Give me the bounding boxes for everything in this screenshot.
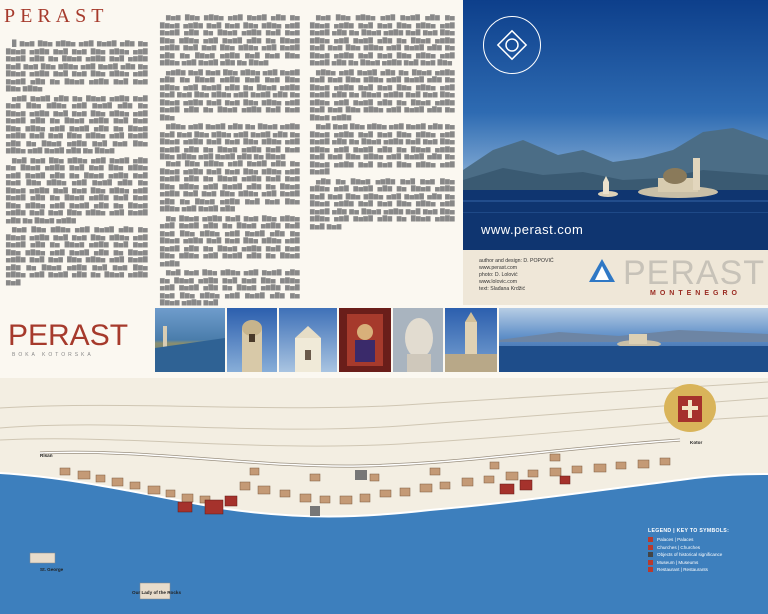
text-column-3: ▆▅▆ ▇▆▅ ▆▇▆▅ ▅▆▇ ▆▅▆▇ ▅▇▆ ▆▅ ▇▆▅▆ ▅▆▇▆ ▆▅▇ ▆▅▆ ▇▆▅ ▆▇▆▅ ▅▆▇ ▆▅▆▇ ▅▇▆ ▆▅ ▇▆▅▆ ▅▆▇▆ ▆▅▇ ▆▅▆ ▇▆▅ ▆▇▆▅ ▅▆▇ ▆▅▆▇ ▅▇▆ ▆▅ ▇▆▅▆ ▅▆▇▆ ▆▅▇ ▆▅▆ ▇▆▅ ▆▇▆▅ ▅▆▇ ▆▅▆▇ ▅▇▆ ▆▅ ▇▆▅▆ ▅▆▇▆ ▆▅▇ ▆▅▆ ▇▆▅ ▆▇▆▅ ▅▆▇ ▆▅▆▇ ▅▇▆ ▆▅ ▇▆▅▆ ▅▆▇▆ ▆▅▇ ▆▅▆ ▇▆▅ ▆▇▆▅ ▅▆▇ ▆▅▆▇ ▅▇▆ ▆▅ ▇▆▅▆ ▅▆▇▆ ▆▅▇ ▆▅▆ ▇▆▅ ▆▇▆▅ ▅▆▇ ▆▅▆▇ ▅▇▆ ▆▅ ▇▆▅▆ ▅▆▇▆ ▆▅▇ ▆▅▆ ▇▆▅ ▆▇▆▅ ▅▆▇ ▆▅▆▇ ▅▇▆ ▆▅ ▇▆▅▆ ▅▆▇▆ ▆▅▇ ▆▅▆ ▇▆▅ ▆▇▆▅ ▅▆▇ ▆▅▆▇ ▅▇▆ ▆▅ ▇▆▅▆ ▅▆▇▆ ▆▅▇ ▆▅▆ ▇▆▅ ▆▇▆▅ ▅▆▇ ▆▅▆▇ ▅▇▆ ▆▅ ▇▆▅▆ ▅▆▇▆ ▆▅▇ ▆▅▆ ▇▆▅ ▆▇▆▅ ▅▆▇ ▆▅▆▇ ▅▇▆ ▆▅ ▇▆▅▆ ▅▆▇▆ ▆▅▇ ▆▅▆ ▇▆▅ ▆▇▆▅ ▅▆▇ ▆▅▆▇ ▅▇▆ ▆▅ ▇▆▅▆ ▅▆▇▆ ▆▅▇ xyxy=(160,160,300,306)
photo-island-sunset xyxy=(499,308,768,372)
map-title: PERAST xyxy=(8,319,129,352)
cover-panel xyxy=(463,0,768,305)
restaurant-icon xyxy=(648,567,653,572)
text-column-2: ▆▅▆ ▇▆▅ ▆▇▆▅ ▅▆▇ ▆▅▆▇ ▅▇▆ ▆▅ ▇▆▅▆ ▅▆▇▆ ▆▅▇ ▆▅▆ ▇▆▅ ▆▇▆▅ ▅▆▇ ▆▅▆▇ ▅▇▆ ▆▅ ▇▆▅▆ ▅▆▇▆ ▆▅▇ ▆▅▆ ▇▆▅ ▆▇▆▅ ▅▆▇ ▆▅▆▇ ▅▇▆ ▆▅ ▇▆▅▆ ▅▆▇▆ ▆▅▇ ▆▅▆ ▇▆▅ ▆▇▆▅ ▅▆▇ ▆▅▆▇ ▅▇▆ ▆▅ ▇▆▅▆ ▅▆▇▆ ▆▅▇ ▆▅▆ ▇▆▅ ▆▇▆▅ ▅▆▇ ▆▅▆▇ ▅▇▆ ▆▅ ▇▆▅▆ ▅▆▇▆ ▆▅▇ ▆▅▆ ▇▆▅ ▆▇▆▅ ▅▆▇ ▆▅▆▇ ▅▇▆ ▆▅ ▇▆▅▆ ▅▆▇▆ ▆▅▇ ▆▅▆ ▇▆▅ ▆▇▆▅ ▅▆▇ ▆▅▆▇ ▅▇▆ ▆▅ ▇▆▅▆ ▅▆▇▆ ▆▅▇ ▆▅▆ ▇▆▅ ▆▇▆▅ ▅▆▇ ▆▅▆▇ ▅▇▆ ▆▅ ▇▆▅▆ ▅▆▇▆ ▆▅▇ ▆▅▆ ▇▆▅ ▆▇▆▅ ▅▆▇ ▆▅▆▇ ▅▇▆ ▆▅ ▇▆▅▆ ▅▆▇▆ ▆▅▇ ▆▅▆ ▇▆▅ ▆▇▆▅ ▅▆▇ ▆▅▆▇ ▅▇▆ ▆▅ ▇▆▅▆ ▅▆▇▆ ▆▅▇ ▆▅▆ ▇▆▅ ▆▇▆▅ ▅▆▇ ▆▅▆▇ ▅▇▆ ▆▅ ▇▆▅▆ ▅▆▇▆ ▆▅▇ ▆▅▆ ▇▆▅ ▆▇▆▅ ▅▆▇ ▆▅▆▇ ▅▇▆ ▆▅ ▇▆▅▆ ▅▆▇▆ ▆▅▇ ▆▅▆ ▇▆▅ ▆▇▆▅ ▅▆▇ ▆▅▆▇ ▅▇▆ ▆▅ ▇▆▅▆ xyxy=(160,14,300,160)
photo-bay-town xyxy=(155,308,225,372)
credit-line: www.perast.com xyxy=(479,265,518,271)
credit-line: www.lolovic.com xyxy=(479,279,518,285)
road-label-kotor: Kotor xyxy=(690,440,703,445)
cover-subtitle: MONTENEGRO xyxy=(650,290,741,297)
legend-title: LEGEND | KEY TO SYMBOLS: xyxy=(648,528,730,534)
photo-icon-painting xyxy=(339,308,391,372)
legend-item xyxy=(648,560,766,565)
town-logo-icon xyxy=(588,258,616,284)
credit-line: photo: D. Lolović xyxy=(479,272,518,278)
coat-of-arms-icon xyxy=(664,384,716,432)
text-column-4: ▆▅▆ ▇▆▅ ▆▇▆▅ ▅▆▇ ▆▅▆▇ ▅▇▆ ▆▅ ▇▆▅▆ ▅▆▇▆ ▆▅▇ ▆▅▆ ▇▆▅ ▆▇▆▅ ▅▆▇ ▆▅▆▇ ▅▇▆ ▆▅ ▇▆▅▆ ▅▆▇▆ ▆▅▇ ▆▅▆ ▇▆▅ ▆▇▆▅ ▅▆▇ ▆▅▆▇ ▅▇▆ ▆▅ ▇▆▅▆ ▅▆▇▆ ▆▅▇ ▆▅▆ ▇▆▅ ▆▇▆▅ ▅▆▇ ▆▅▆▇ ▅▇▆ ▆▅ ▇▆▅▆ ▅▆▇▆ ▆▅▇ ▆▅▆ ▇▆▅ ▆▇▆▅ ▅▆▇ ▆▅▆▇ ▅▇▆ ▆▅ ▇▆▅▆ ▅▆▇▆ ▆▅▇ ▆▅▆ ▇▆▅ ▆▇▆▅ ▅▆▇ ▆▅▆▇ ▅▇▆ ▆▅ ▇▆▅▆ ▅▆▇▆ ▆▅▇ ▆▅▆ ▇▆▅ ▆▇▆▅ ▅▆▇ ▆▅▆▇ ▅▇▆ ▆▅ ▇▆▅▆ ▅▆▇▆ ▆▅▇ ▆▅▆ ▇▆▅ ▆▇▆▅ ▅▆▇ ▆▅▆▇ ▅▇▆ ▆▅ ▇▆▅▆ ▅▆▇▆ ▆▅▇ ▆▅▆ ▇▆▅ ▆▇▆▅ ▅▆▇ ▆▅▆▇ ▅▇▆ ▆▅ ▇▆▅▆ ▅▆▇▆ ▆▅▇ ▆▅▆ ▇▆▅ ▆▇▆▅ ▅▆▇ ▆▅▆▇ ▅▇▆ ▆▅ ▇▆▅▆ ▅▆▇▆ ▆▅▇ ▆▅▆ ▇▆▅ ▆▇▆▅ ▅▆▇ ▆▅▆▇ ▅▇▆ ▆▅ ▇▆▅▆ ▅▆▇▆ ▆▅▇ ▆▅▆ ▇▆▅ ▆▇▆▅ ▅▆▇ ▆▅▆▇ ▅▇▆ ▆▅ ▇▆▅▆ ▅▆▇▆ ▆▅▇ ▆▅▆ ▇▆▅ ▆▇▆▅ ▅▆▇ ▆▅▆▇ ▅▇▆ ▆▅ ▇▆▅▆ ▅▆▇▆ ▆▅▇ ▆▅▆ ▇▆▅ ▆▇▆▅ ▅▆▇ ▆▅▆▇ ▅▇▆ ▆▅ ▇▆▅▆ ▅▆▇▆ ▆▅▇ ▆▅▆ ▇▆▅ ▆▇▆▅ ▅▆▇ ▆▅▆▇ ▅▇▆ ▆▅ ▇▆▅▆ ▅▆▇▆ ▆▅▇ ▆▅▆ ▇▆▅ ▆▇▆▅ ▅▆▇ ▆▅▆▇ ▅▇▆ ▆▅ ▇▆▅▆ ▅▆▇▆ ▆▅▇ ▆▅▆ ▇▆▅ ▆▇▆▅ ▅▆▇ ▆▅▆▇ ▅▇▆ ▆▅ ▇▆▅▆ ▅▆▇▆ ▆▅▇ ▆▅▆ ▇▆▅ ▆▇▆▅ ▅▆▇ ▆▅▆▇ ▅▇▆ ▆▅ ▇▆▅▆ ▅▆▇▆ ▆▅▇ ▆▅▆ ▇▆▅ ▆▇▆▅ ▅▆▇ ▆▅▆▇ ▅▇▆ ▆▅ ▇▆▅▆ ▅▆▇▆ ▆▅▇ ▆▅▆ xyxy=(310,14,455,230)
cover-credits xyxy=(479,258,554,293)
website-url[interactable]: www.perast.com xyxy=(481,222,584,237)
church-icon xyxy=(648,545,653,550)
legend-label: Churches | Churches xyxy=(657,544,701,550)
legend-label: Museum | Museums xyxy=(657,559,699,565)
photo-church xyxy=(279,308,337,372)
legend-label: Restaurant | Restaurants xyxy=(657,567,708,572)
page-title: PERAST xyxy=(4,5,109,27)
unesco-emblem-icon xyxy=(483,16,541,74)
legend-item xyxy=(648,545,766,550)
map-island-st-george xyxy=(30,553,55,563)
map-subtitle: BOKA KOTORSKA xyxy=(12,352,94,358)
photo-statue xyxy=(393,308,443,372)
legend-label: Objects of historical significance xyxy=(657,552,723,557)
map-legend xyxy=(648,528,766,575)
historic-object-icon xyxy=(648,552,653,557)
legend-item xyxy=(648,567,766,572)
photo-bell-tower xyxy=(227,308,277,372)
island-label-st-george: St. George xyxy=(40,567,64,572)
credit-line: text: Slađana Krdžić xyxy=(479,286,526,292)
cover-title: PERAST xyxy=(623,254,766,292)
town-map[interactable] xyxy=(0,378,768,614)
legend-item xyxy=(648,537,766,542)
legend-label: Palaces | Palaces xyxy=(657,537,694,542)
photo-tower xyxy=(445,308,497,372)
legend-item xyxy=(648,552,766,557)
museum-icon xyxy=(648,560,653,565)
credit-line: author and design: D. POPOVIĆ xyxy=(479,258,554,264)
palace-icon xyxy=(648,537,653,542)
road-label-risan: Risan xyxy=(40,453,53,458)
island-label-our-lady: Our Lady of the Rocks xyxy=(132,590,182,595)
text-column-1: █ ▆▅▆ ▇▆▅ ▆▇▆▅ ▅▆▇ ▆▅▆▇ ▅▇▆ ▆▅ ▇▆▅▆ ▅▆▇▆ ▆▅▇ ▆▅▆ ▇▆▅ ▆▇▆▅ ▅▆▇ ▆▅▆▇ ▅▇▆ ▆▅ ▇▆▅▆ ▅▆▇▆ ▆▅▇ ▅▆▇▆ ▆▅▇ ▆▅▆ ▇▆▅ ▆▇▆▅ ▅▆▇ ▆▅▆▇ ▅▇▆ ▆▅ ▇▆▅▆ ▅▆▇▆ ▆▅▇ ▆▅▆ ▇▆▅ ▆▇▆▅ ▅▆▇ ▆▅▆▇ ▅▇▆ ▆▅ ▇▆▅▆ ▅▆▇▆ ▆▅▇ ▆▅▆ ▇▆▅ ▆▇▆▅ ▅▆▇ ▆▅▆▇ ▅▇▆ ▆▅ ▇▆▅▆ ▅▆▇▆ ▆▅▇ ▆▅▆ ▇▆▅ ▆▇▆▅ ▅▆▇ ▆▅▆▇ ▅▇▆ ▆▅ ▇▆▅▆ ▅▆▇▆ ▆▅▇ ▆▅▆ ▇▆▅ ▆▇▆▅ ▅▆▇ ▆▅▆▇ ▅▇▆ ▆▅ ▇▆▅▆ ▅▆▇▆ ▆▅▇ ▆▅▆ ▇▆▅ ▆▇▆▅ ▅▆▇ ▆▅▆▇ ▅▇▆ ▆▅ ▇▆▅▆ ▅▆▇▆ ▆▅▇ ▆▅▆ ▇▆▅ ▆▇▆▅ ▅▆▇ ▆▅▆▇ ▅▇▆ ▆▅ ▇▆▅▆ ▅▆▇▆ ▆▅▇ ▆▅▆ ▇▆▅ ▆▇▆▅ ▅▆▇ ▆▅▆▇ ▅▇▆ ▆▅ ▇▆▅▆ ▆▅▇ ▆▅▆ ▇▆▅ ▆▇▆▅ ▅▆▇ ▆▅▆▇ ▅▇▆ ▆▅ ▇▆▅▆ ▅▆▇▆ ▆▅▇ ▆▅▆ ▇▆▅ ▆▇▆▅ ▅▆▇ ▆▅▆▇ ▅▇▆ ▆▅ ▇▆▅▆ ▅▆▇▆ ▆▅▇ ▆▅▆ ▇▆▅ ▆▇▆▅ ▅▆▇ ▆▅▆▇ ▅▇▆ ▆▅ ▇▆▅▆ ▅▆▇▆ ▆▅▇ ▆▅▆ ▇▆▅ ▆▇▆▅ ▅▆▇ ▆▅▆▇ ▅▇▆ ▆▅ ▇▆▅▆ ▅▆▇▆ ▆▅▇ ▆▅▆ ▇▆▅ ▆▇▆▅ ▅▆▇ ▆▅▆▇ ▅▇▆ ▆▅ ▇▆▅▆ ▅▆▇▆ ▆▅▇ ▆▅▆ ▇▆▅ ▆▇▆▅ ▅▆▇ ▆▅▆▇ ▅▇▆ ▆▅ ▇▆▅▆ ▅▆▇▆ ▆▅▆ ▇▆▅ ▆▇▆▅ ▅▆▇ ▆▅▆▇ ▅▇▆ ▆▅ ▇▆▅▆ ▅▆▇▆ ▆▅▇ ▆▅▆ ▇▆▅ ▆▇▆▅ ▅▆▇ ▆▅▆▇ ▅▇▆ ▆▅ ▇▆▅▆ ▅▆▇▆ ▆▅▇ ▆▅▆ ▇▆▅ ▆▇▆▅ ▅▆▇ ▆▅▆▇ ▅▇▆ ▆▅ ▇▆▅▆ ▅▆▇▆ ▆▅▇ ▆▅▆ ▇▆▅ ▆▇▆▅ ▅▆▇ ▆▅▆▇ ▅▇▆ ▆▅ ▇▆▅▆ ▅▆▇▆ ▆▅▇ ▆▅▆ ▇▆▅ ▆▇▆▅ ▅▆▇ ▆▅▆▇ ▅▇▆ ▆▅ ▇▆▅▆ ▅▆▇▆ ▆▅▇ xyxy=(6,40,148,286)
